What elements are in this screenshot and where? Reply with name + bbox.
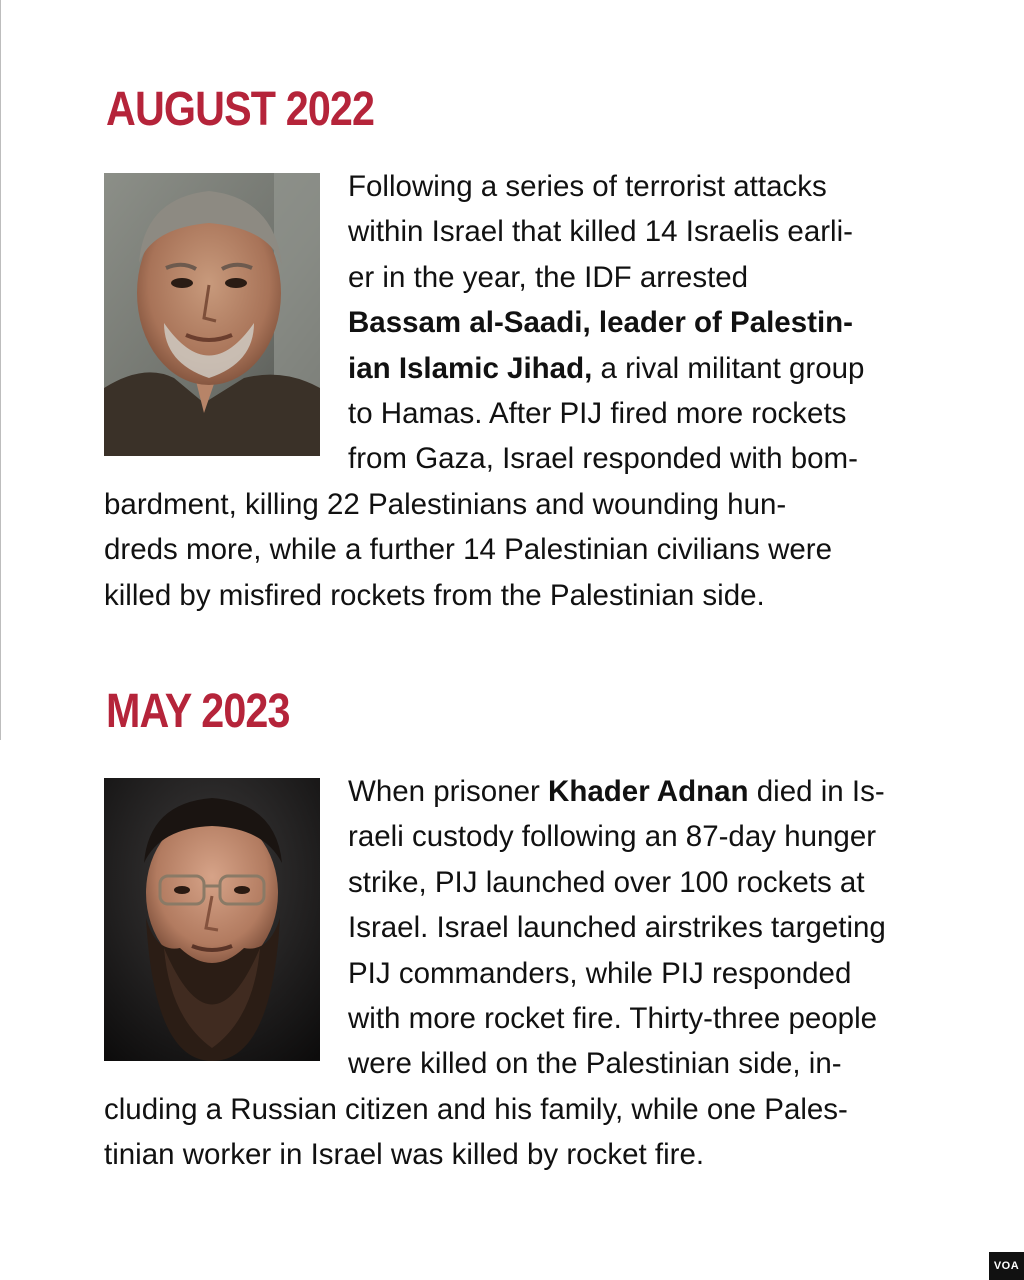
bold-name: ian Islamic Jihad, <box>348 351 593 385</box>
story-line: bardment, killing 22 Palestinians and wounding hun- <box>104 487 787 521</box>
voa-logo-badge: VOA <box>989 1252 1024 1280</box>
story-line: from Gaza, Israel responded with bom- <box>348 442 858 476</box>
story-line <box>104 769 964 814</box>
story-text: When prisoner <box>348 775 549 808</box>
story-text: a rival militant group <box>592 351 865 385</box>
story-line: cluding a Russian citizen and his family, while one Pales- <box>104 1092 848 1126</box>
section-title-may-2023: MAY 2023 <box>106 685 290 738</box>
story-line: raeli custody following an 87-day hunger <box>348 820 877 854</box>
story-line: tinian worker in Israel was killed by rocket fire. <box>104 1138 705 1172</box>
story-line: with more rocket fire. Thirty-three people <box>348 1002 878 1036</box>
story-line: killed by misfired rockets from the Palestinian side. <box>104 578 765 612</box>
story-line: Following a series of terrorist attacks <box>348 170 827 203</box>
story-line <box>104 346 964 391</box>
story-line: Israel. Israel launched airstrikes targeting <box>348 911 886 945</box>
story-line: strike, PIJ launched over 100 rockets at <box>348 865 865 899</box>
left-edge-divider <box>0 0 1 740</box>
story-line: within Israel that killed 14 Israelis earli- <box>348 215 853 249</box>
story-line: er in the year, the IDF arrested <box>348 260 749 294</box>
story-text: died in Is- <box>748 775 885 808</box>
bold-name: Bassam al-Saadi, leader of Palestin- <box>348 306 853 340</box>
story-august-2022 <box>104 164 964 618</box>
story-line: dreds more, while a further 14 Palestinian civilians were <box>104 533 833 567</box>
story-may-2023 <box>104 769 964 1178</box>
section-title-august-2022: AUGUST 2022 <box>106 83 375 136</box>
story-line <box>104 300 964 345</box>
bold-name: Khader Adnan <box>548 775 749 808</box>
story-line: PIJ commanders, while PIJ responded <box>348 956 852 990</box>
story-line: to Hamas. After PIJ fired more rockets <box>348 397 847 431</box>
story-line: were killed on the Palestinian side, in- <box>348 1047 842 1081</box>
